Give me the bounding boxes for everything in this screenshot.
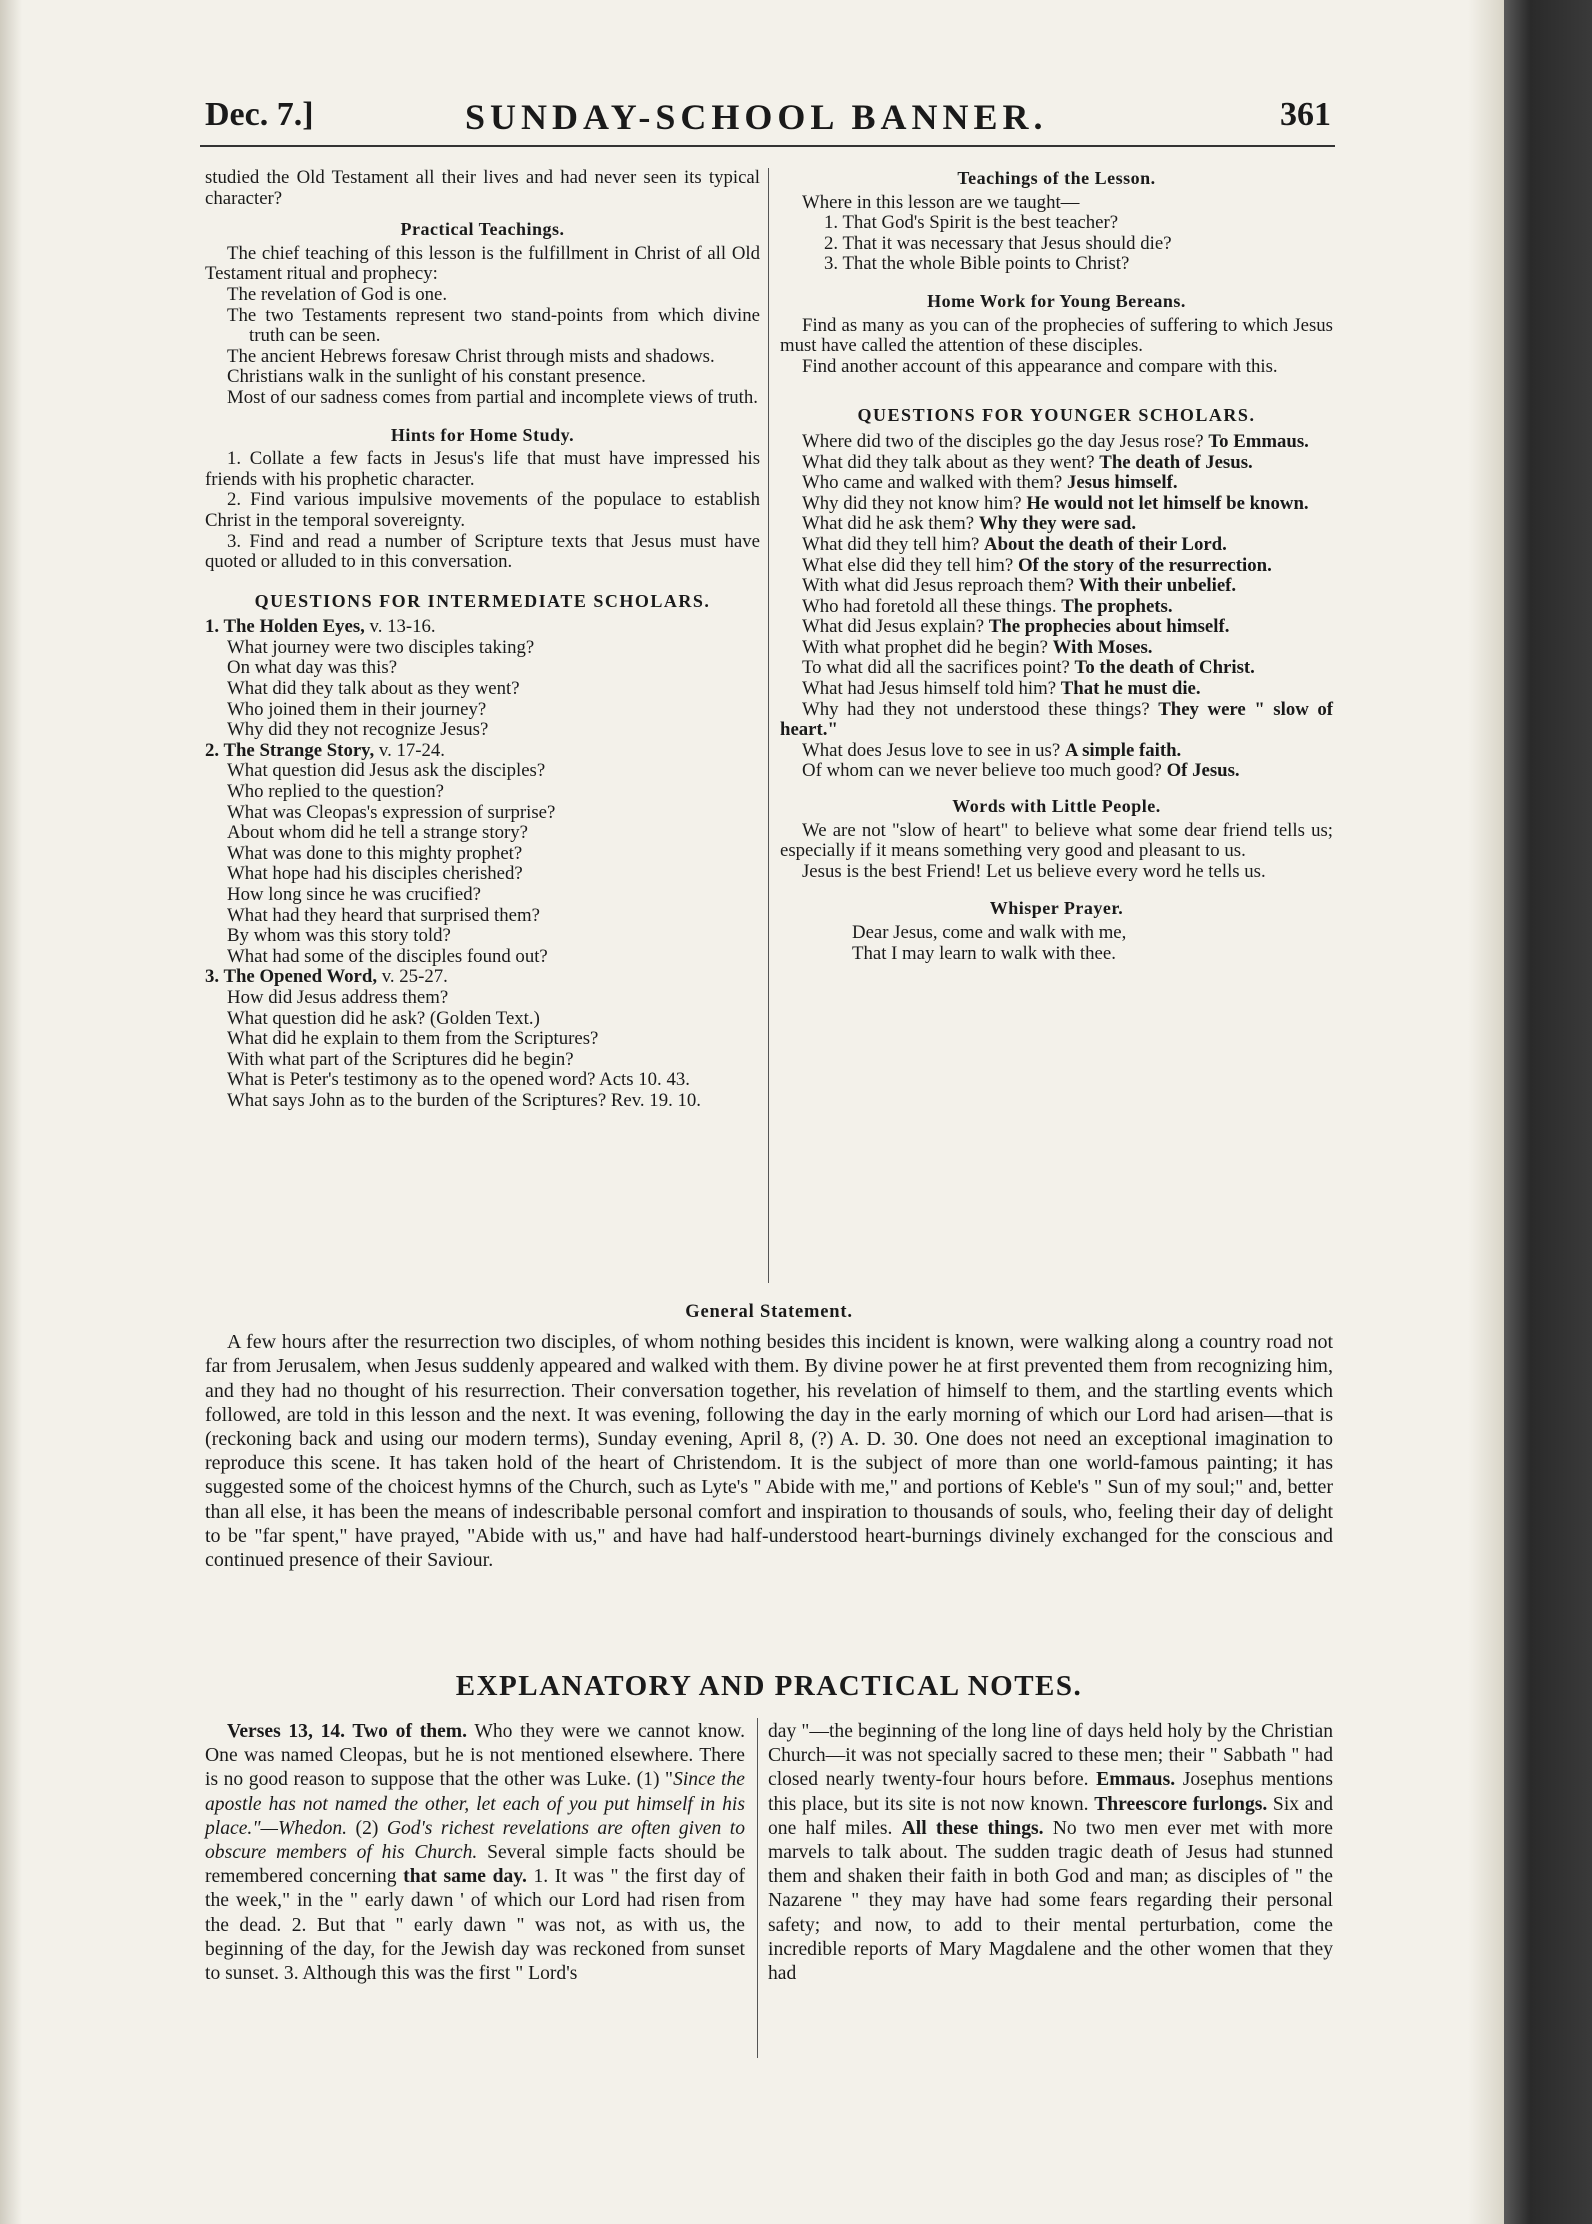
section-title: 1. The Holden Eyes, (205, 616, 365, 638)
practical-lead: The chief teaching of this lesson is the fulfillment in Christ of all Old Testament ritual and prophecy: (205, 242, 760, 285)
qa-answer: To the death of Christ. (1074, 657, 1255, 679)
qa-item (780, 741, 1333, 762)
prayer-line: That I may learn to walk with thee. (852, 942, 1116, 964)
practical-closing: Most of our sadness comes from partial and incomplete views of truth. (227, 386, 758, 408)
qa-question: Who had foretold all these things. (802, 595, 1057, 617)
hints-heading: Hints for Home Study. (390, 424, 575, 445)
teachings-item: 2. That it was necessary that Jesus should die? (824, 232, 1172, 254)
qa-answer: A simple faith. (1064, 739, 1182, 761)
qa-item (780, 576, 1333, 597)
qa-item (780, 556, 1333, 577)
qa-question: What does Jesus love to see in us? (802, 739, 1061, 761)
question: How did Jesus address them? (227, 986, 449, 1008)
words-item: Jesus is the best Friend! Let us believe every word he tells us. (802, 860, 1266, 882)
qa-question: Why had they not understood these things? (802, 698, 1150, 720)
intro-text: studied the Old Testament all their lives and had never seen its typical character? (205, 167, 760, 209)
hint-item: 3. Find and read a number of Scripture texts that Jesus must have quoted or alluded to in this conversation. (205, 530, 760, 573)
hint-item: 1. Collate a few facts in Jesus's life that must have impressed his friends with his prophetic character. (205, 448, 760, 490)
question: What is Peter's testimony as to the opened word? Acts 10. 43. (227, 1069, 690, 1091)
question: Who joined them in their journey? (227, 698, 487, 720)
general-statement (205, 1300, 1333, 1572)
qa-question: Where did two of the disciples go the day Jesus rose? (802, 430, 1204, 452)
question: What had some of the disciples found out? (227, 945, 548, 967)
question: What did he explain to them from the Scriptures? (227, 1028, 599, 1050)
qa-answer: Of Jesus. (1166, 760, 1240, 782)
qa-answer: They were " slow of heart." (780, 698, 1334, 741)
notes-bold: that same day. (403, 1866, 527, 1888)
teachings-item: 1. That God's Spirit is the best teacher? (824, 212, 1119, 234)
qa-item (780, 638, 1333, 659)
question: What hope had his disciples cherished? (227, 863, 523, 885)
qa-question: What did Jesus explain? (802, 616, 985, 638)
section-title: 2. The Strange Story, (205, 739, 375, 761)
notes-right-column (768, 1720, 1333, 1986)
notes-heading: EXPLANATORY AND PRACTICAL NOTES. (455, 1670, 1083, 1702)
right-column (780, 168, 1333, 964)
notes-right-text (768, 1720, 1333, 1986)
header-title: SUNDAY-SCHOOL BANNER. (465, 97, 1048, 137)
notes-italic: God's richest revelations are often given to obscure members of his Church. (205, 1817, 745, 1864)
younger-qa-list (780, 432, 1333, 782)
qa-answer: The prophets. (1061, 595, 1173, 617)
qa-answer: To Emmaus. (1208, 430, 1309, 452)
notes-left-text (205, 1720, 745, 1986)
notes-bold: Emmaus. (1096, 1769, 1176, 1791)
question: What was done to this mighty prophet? (227, 842, 523, 864)
qa-answer: The prophecies about himself. (988, 616, 1230, 638)
qa-answer: Why they were sad. (978, 513, 1137, 535)
qa-question: What did they tell him? (802, 533, 980, 555)
prayer-heading: Whisper Prayer. (989, 898, 1124, 919)
notes-italic: Since the apostle has not named the other, let each of you put himself in his place."—Whedon. (205, 1769, 745, 1839)
qa-item (780, 700, 1333, 741)
question: What question did he ask? (Golden Text.) (227, 1007, 540, 1029)
qa-question: Who came and walked with them? (802, 472, 1063, 494)
qa-question: What did he ask them? (802, 513, 975, 535)
book-spine (1504, 0, 1592, 2224)
notes-text: No two men ever met with more marvels to talk about. The sudden tragic death of Jesus had stunned them and shaken their faith in both God and man; as disciples of " the Nazarene " they may have had some fears regarding their personal safety; and now, to add to their mental perturbation, come the incredible reports of Mary Magdalene and the other women that they had (768, 1817, 1333, 1985)
intermediate-section (205, 617, 760, 741)
home-work-item: Find as many as you can of the prophecies of suffering to which Jesus must have called the attention of these disciples. (780, 314, 1333, 357)
qa-item (780, 761, 1333, 782)
notes-bold: Threescore furlongs. (1094, 1793, 1268, 1815)
intermediate-section (205, 967, 760, 1111)
header-rule (200, 145, 1335, 147)
qa-answer: Of the story of the resurrection. (1017, 554, 1272, 576)
practical-point: Christians walk in the sunlight of his constant presence. (227, 366, 646, 388)
qa-item (780, 617, 1333, 638)
qa-item (780, 453, 1333, 474)
intermediate-heading: QUESTIONS FOR INTERMEDIATE SCHOLARS. (254, 590, 711, 611)
qa-item (780, 658, 1333, 679)
page-edge-shadow (0, 0, 22, 2224)
section-ref: v. 17-24. (374, 739, 445, 761)
question: What had they heard that surprised them? (227, 904, 540, 926)
hint-item: 2. Find various impulsive movements of the populace to establish Christ in the temporal sovereignty. (205, 489, 760, 531)
question: About whom did he tell a strange story? (227, 822, 528, 844)
notes-text: Who they were we cannot know. One was named Cleopas, but he is not mentioned elsewhere. There is no good reason to suppose that the other was Luke. (1) " (205, 1721, 745, 1791)
teachings-item: 3. That the whole Bible points to Christ? (824, 253, 1130, 275)
teachings-lead: Where in this lesson are we taught— (802, 191, 1080, 213)
header-date: Dec. 7.] (205, 96, 314, 133)
question: With what part of the Scriptures did he begin? (227, 1048, 574, 1070)
words-item: We are not "slow of heart" to believe what some dear friend tells us; especially if it means something very good and pleasant to us. (780, 819, 1333, 862)
qa-answer: About the death of their Lord. (984, 533, 1227, 555)
qa-item (780, 597, 1333, 618)
page-binding-shadow (1468, 0, 1504, 2224)
header-page-number: 361 (1280, 96, 1331, 133)
qa-item (780, 535, 1333, 556)
qa-answer: Jesus himself. (1066, 472, 1178, 494)
qa-question: Why did they not know him? (802, 492, 1022, 514)
qa-item (780, 679, 1333, 700)
notes-text: Six and one half miles. (768, 1793, 1333, 1839)
notes-bold: All these things. (901, 1817, 1044, 1839)
qa-question: Of whom can we never believe too much good? (802, 760, 1162, 782)
practical-point: The revelation of God is one. (227, 283, 448, 305)
qa-answer: With Moses. (1052, 636, 1153, 658)
qa-answer: He would not let himself be known. (1026, 492, 1309, 514)
practical-teachings-heading: Practical Teachings. (400, 219, 565, 240)
notes-text: Several simple facts should be remembered concerning (205, 1842, 746, 1888)
practical-point: The two Testaments represent two stand-points from which divine truth can be seen. (227, 304, 760, 347)
prayer-line: Dear Jesus, come and walk with me, (852, 922, 1127, 943)
question: What was Cleopas's expression of surprise? (227, 801, 556, 823)
notes-left-column (205, 1720, 745, 1986)
question: How long since he was crucified? (227, 884, 481, 905)
qa-question: To what did all the sacrifices point? (802, 657, 1070, 679)
question: What did they talk about as they went? (227, 678, 520, 700)
notes-text: day "—the beginning of the long line of days held holy by the Christian Church—it was not specially sacred to these men; their " Sabbath " had closed nearly twenty-four hours before. (768, 1721, 1333, 1791)
notes-column-divider (757, 1718, 758, 2058)
section-title: 3. The Opened Word, (205, 966, 378, 988)
home-work-heading: Home Work for Young Bereans. (927, 290, 1186, 311)
qa-item (780, 473, 1333, 494)
words-heading: Words with Little People. (952, 796, 1161, 817)
practical-point: The ancient Hebrews foresaw Christ through mists and shadows. (227, 345, 715, 367)
question: Who replied to the question? (227, 781, 444, 803)
question: Why did they not recognize Jesus? (227, 719, 489, 741)
teachings-heading: Teachings of the Lesson. (957, 168, 1156, 188)
home-work-item: Find another account of this appearance and compare with this. (802, 355, 1278, 377)
section-ref: v. 25-27. (377, 966, 448, 988)
qa-item (780, 514, 1333, 535)
column-divider (768, 168, 769, 1283)
general-statement-heading: General Statement. (685, 1302, 853, 1322)
left-column (205, 168, 760, 1112)
younger-heading: QUESTIONS FOR YOUNGER SCHOLARS. (857, 405, 1256, 426)
notes-text: Josephus mentions this place, but its site is not now known. (768, 1769, 1333, 1815)
intermediate-section (205, 741, 760, 968)
qa-item (780, 432, 1333, 453)
qa-question: What did they talk about as they went? (802, 451, 1095, 473)
qa-question: What had Jesus himself told him? (802, 678, 1057, 700)
qa-answer: That he must die. (1060, 678, 1201, 700)
question: What journey were two disciples taking? (227, 636, 535, 658)
verse-heading: Verses 13, 14. Two of them. (227, 1721, 468, 1742)
qa-question: With what did Jesus reproach them? (802, 575, 1075, 597)
question: What question did Jesus ask the disciples? (227, 760, 546, 782)
question: What says John as to the burden of the Scriptures? Rev. 19. 10. (227, 1089, 701, 1111)
notes-text: 1. It was " the first day of the week," in the " early dawn ' of which our Lord had risen from the dead. 2. But that " early dawn " was not, as with us, the beginning of the day, for the Jewish day was reckoned from sunset to sunset. 3. Although this was the first " Lord's (205, 1866, 745, 1985)
question: By whom was this story told? (227, 925, 451, 947)
qa-answer: With their unbelief. (1078, 575, 1237, 597)
qa-question: With what prophet did he begin? (802, 636, 1048, 658)
qa-item (780, 494, 1333, 515)
general-statement-text: A few hours after the resurrection two disciples, of whom nothing besides this incident is known, were walking along a country road not far from Jerusalem, when Jesus suddenly appeared and walked with them. By divine power he at first prevented them from recognizing him, and they had no thought of his resurrection. Their conversation together, his revelation of himself to them, and the startling events which followed, are told in this lesson and the next. It was evening, following the day in the early morning of which our Lord had arisen—that is (reckoning back and using our modern terms), Sunday evening, April 8, (?) A. D. 30. One does not need an exceptional imagination to reproduce this scene. It has taken hold of the heart of Christendom. It is the subject of more than one world-famous painting; it has suggested some of the choicest hymns of the Church, such as Lyte's " Abide with me," and portions of Keble's " Sun of my soul;" and, better than all else, it has been the means of indescribable personal comfort and inspiration to thousands of souls, who, feeling their day of delight to be "far spent," have prayed, "Abide with us," and have had half-understood heart-burnings divinely exchanged for the conscious and continued presence of their Saviour. (205, 1331, 1333, 1572)
section-ref: v. 13-16. (364, 616, 436, 638)
question: On what day was this? (227, 657, 398, 679)
qa-question: What else did they tell him? (802, 554, 1014, 576)
qa-answer: The death of Jesus. (1099, 451, 1253, 473)
notes-text: (2) (347, 1817, 387, 1839)
